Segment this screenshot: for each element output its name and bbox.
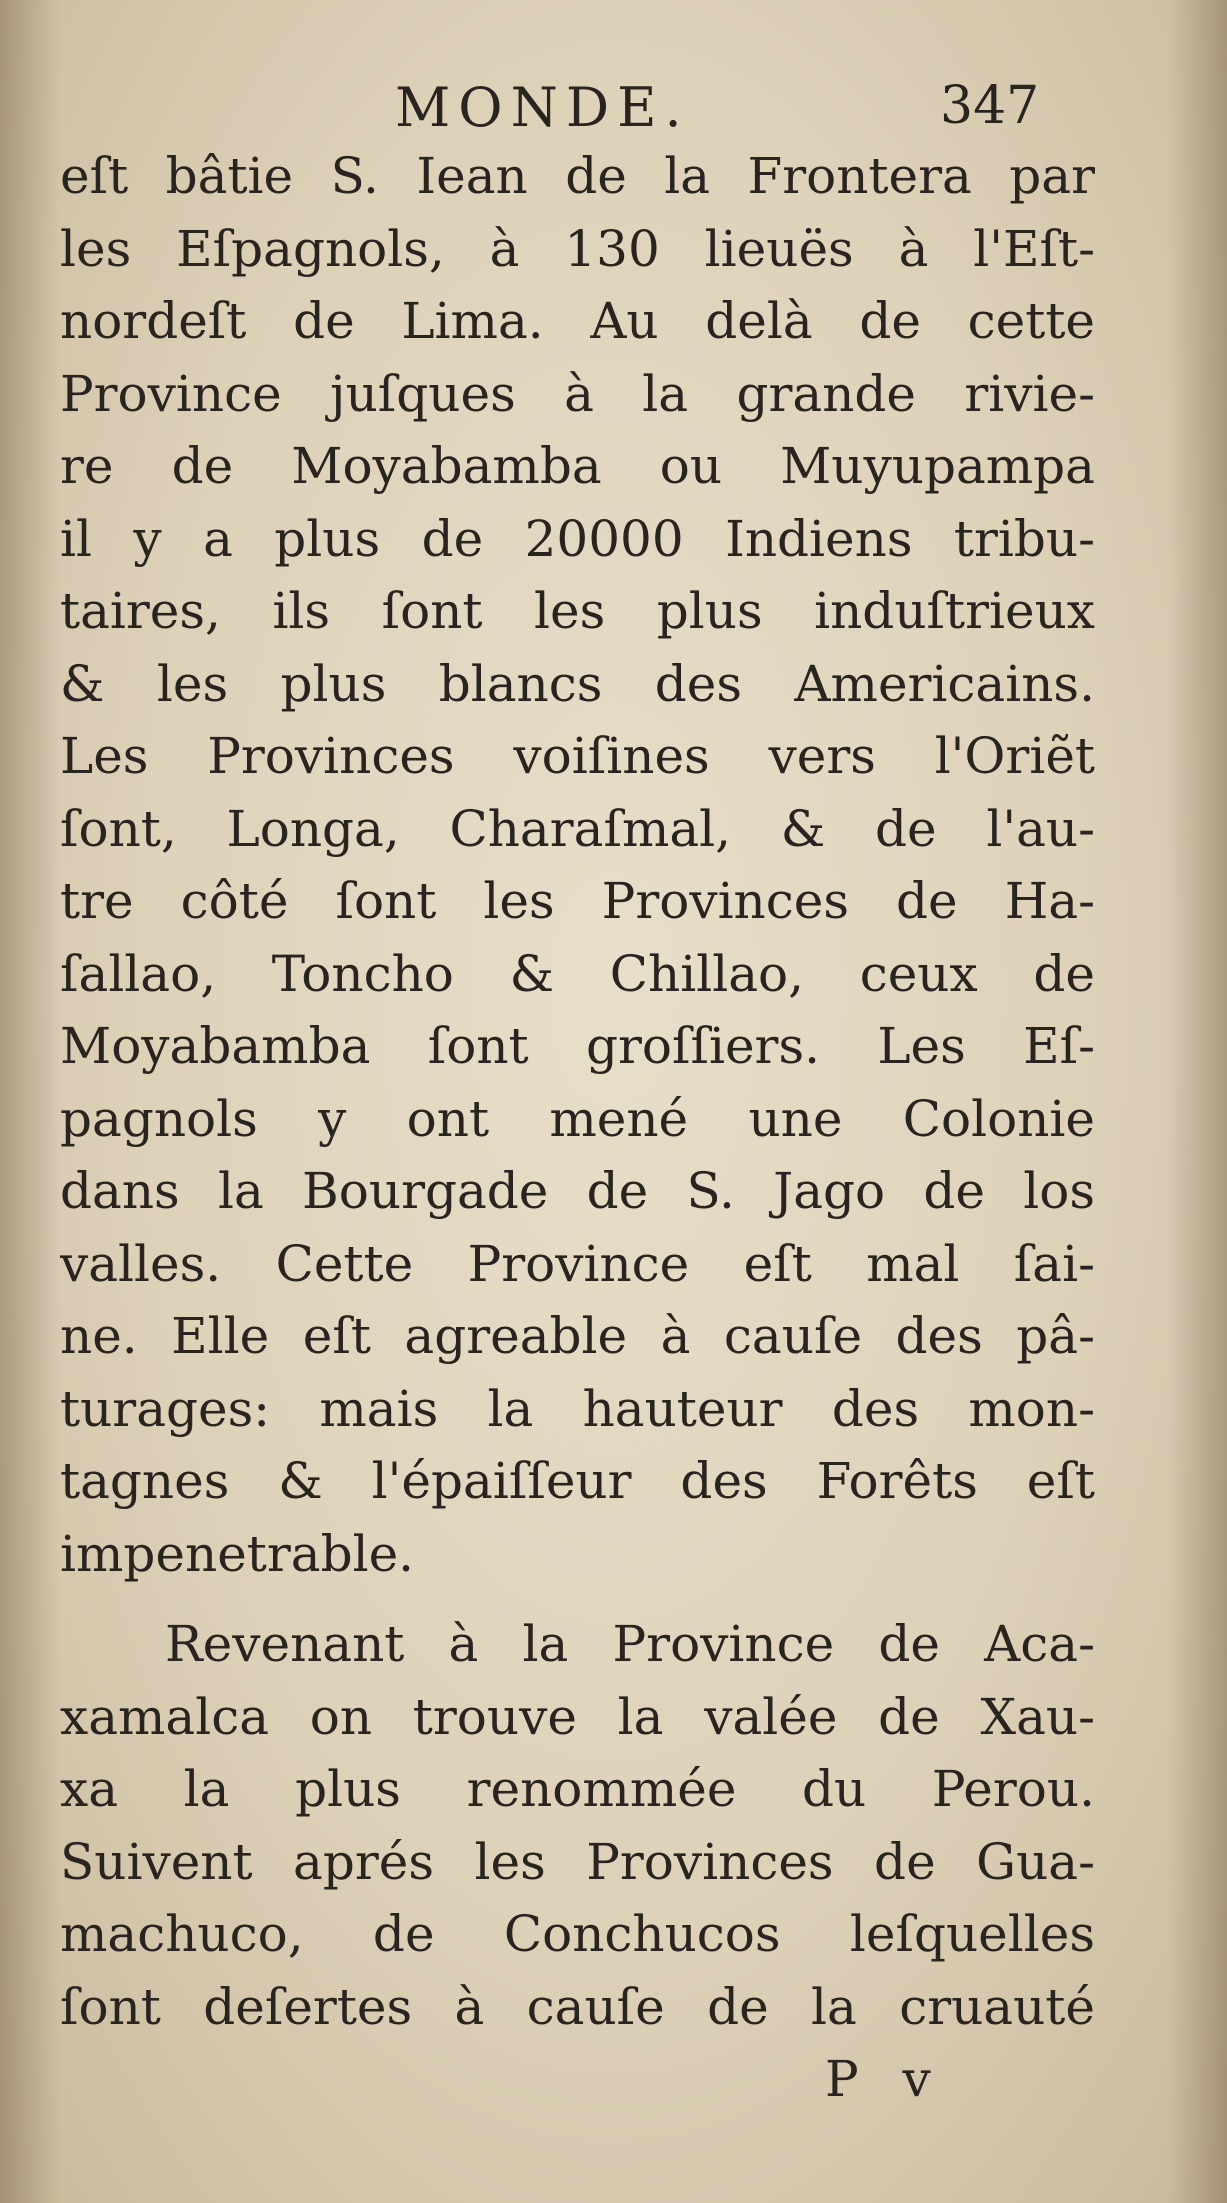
text-line: impenetrable. — [60, 1524, 415, 1583]
text-line: Moyabamba ſont groſſiers. Les Eſ- — [60, 1017, 1095, 1075]
text-line: ne. Elle eſt agreable à cauſe des pâ- — [60, 1307, 1095, 1365]
text-line: Province juſques à la grande rivie- — [60, 364, 1095, 423]
text-line: dans la Bourgade de S. Jago de los — [60, 1162, 1095, 1220]
text-line: taires, ils ſont les plus induſtrieux — [60, 582, 1095, 640]
text-line: il y a plus de 20000 Indiens tribu- — [60, 509, 1095, 568]
text-line: nordeſt de Lima. Au delà de cette — [60, 292, 1095, 350]
page-edge-shadow-left — [0, 0, 60, 2203]
page-number: 347 — [940, 76, 1040, 136]
paragraph-2 — [60, 1608, 1095, 2043]
paragraph-gap — [60, 1590, 1095, 1608]
text-line: tre côté ſont les Provinces de Ha- — [60, 872, 1095, 930]
paragraph-1 — [60, 140, 1095, 1590]
text-line: Revenant à la Province de Aca- — [165, 1615, 1095, 1673]
text-line: Les Provinces voiſines vers l'Oriẽt — [60, 727, 1095, 785]
text-line: les Eſpagnols, à 130 lieuës à l'Eſt- — [60, 219, 1095, 278]
body-text — [60, 140, 1095, 2043]
page-edge-shadow-right — [1167, 0, 1227, 2203]
text-line: eſt bâtie S. Iean de la Frontera par — [60, 147, 1095, 205]
text-line: ſont deſertes à cauſe de la cruauté — [60, 1977, 1095, 2036]
text-line: & les plus blancs des Americains. — [60, 654, 1095, 713]
text-line: valles. Cette Province eſt mal ſai- — [60, 1234, 1095, 1293]
text-line: tagnes & l'épaiſſeur des Forêts eſt — [60, 1452, 1095, 1510]
running-title: MONDE. — [395, 76, 690, 139]
signature-mark: P v — [825, 2050, 945, 2108]
text-line: xa la plus renommée du Perou. — [60, 1760, 1095, 1818]
text-line: machuco, de Conchucos leſquelles — [60, 1905, 1095, 1963]
text-line: ſallao, Toncho & Chillao, ceux de — [60, 944, 1095, 1003]
text-line: Suivent aprés les Provinces de Gua- — [60, 1832, 1095, 1891]
text-line: pagnols y ont mené une Colonie — [60, 1089, 1095, 1148]
text-line: ſont, Longa, Charaſmal, & de l'au- — [60, 799, 1095, 858]
text-line: xamalca on trouve la valée de Xau- — [60, 1687, 1095, 1746]
text-line: turages: mais la hauteur des mon- — [60, 1379, 1095, 1438]
page-header — [0, 70, 1227, 150]
text-line: re de Moyabamba ou Muyupampa — [60, 437, 1095, 495]
